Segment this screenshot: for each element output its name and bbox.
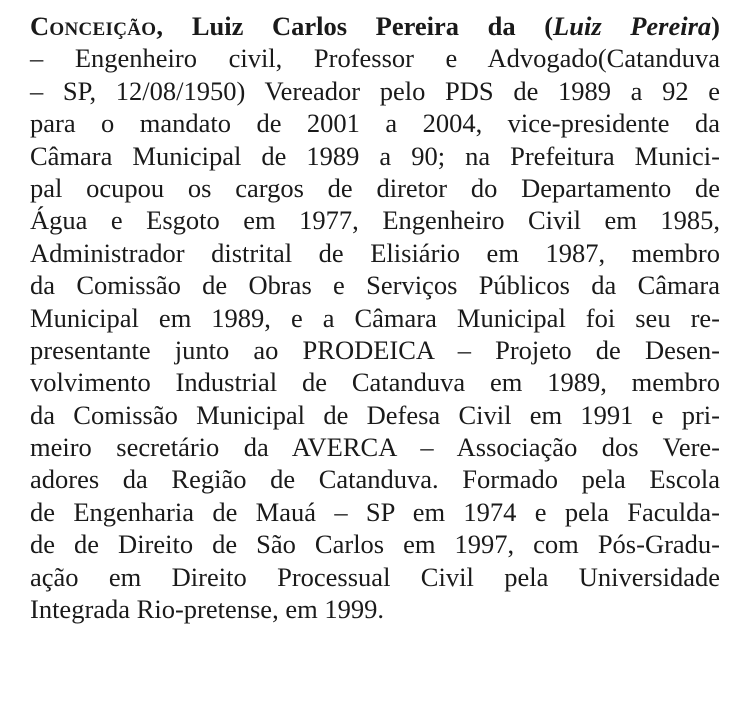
entry-body-line: Água e Esgoto em 1977, Engenheiro Civil em 1985, [30,205,720,236]
entry-body-line: pal ocupou os cargos de diretor do Departamento de [30,172,720,203]
entry-body-line: Câmara Municipal de 1989 a 90; na Prefeitura Munici- [30,140,720,171]
entry-alias: Luiz Pereira [553,11,712,41]
entry-heading-line [30,10,720,42]
entry-body-line: volvimento Industrial de Catanduva em 1989, membro [30,367,720,398]
entry-name: Luiz Carlos Pereira da [191,11,516,41]
alias-paren-open: ( [544,11,554,41]
alias-paren-close: ) [711,11,720,41]
entry-body-line: de de Direito de São Carlos em 1997, com Pós-Gradu- [30,529,720,560]
entry-body-line: presentante junto ao PRODEICA – Projeto de Desen- [30,334,720,365]
biographical-entry [30,10,720,625]
entry-body-line: de Engenharia de Mauá – SP em 1974 e pela Faculda- [30,496,720,527]
entry-body-line: Municipal em 1989, e a Câmara Municipal foi seu re- [30,302,720,333]
entry-body-line: da Comissão Municipal de Defesa Civil em 1991 e pri- [30,399,720,430]
entry-body-line: – Engenheiro civil, Professor e Advogado(Catanduva [30,43,720,74]
entry-body-line: adores da Região de Catanduva. Formado pela Escola [30,464,720,495]
entry-body-line: para o mandato de 2001 a 2004, vice-presidente da [30,108,720,139]
entry-body-line: – SP, 12/08/1950) Vereador pelo PDS de 1989 a 92 e [30,75,720,106]
entry-surname: Conceição, [30,11,164,41]
entry-body-line: da Comissão de Obras e Serviços Públicos da Câmara [30,270,720,301]
entry-body-line: Administrador distrital de Elisiário em 1987, membro [30,237,720,268]
entry-body-line: Integrada Rio-pretense, em 1999. [30,594,384,625]
entry-body-line: meiro secretário da AVERCA – Associação dos Vere- [30,432,720,463]
entry-body-line: ação em Direito Processual Civil pela Universidade [30,561,720,592]
